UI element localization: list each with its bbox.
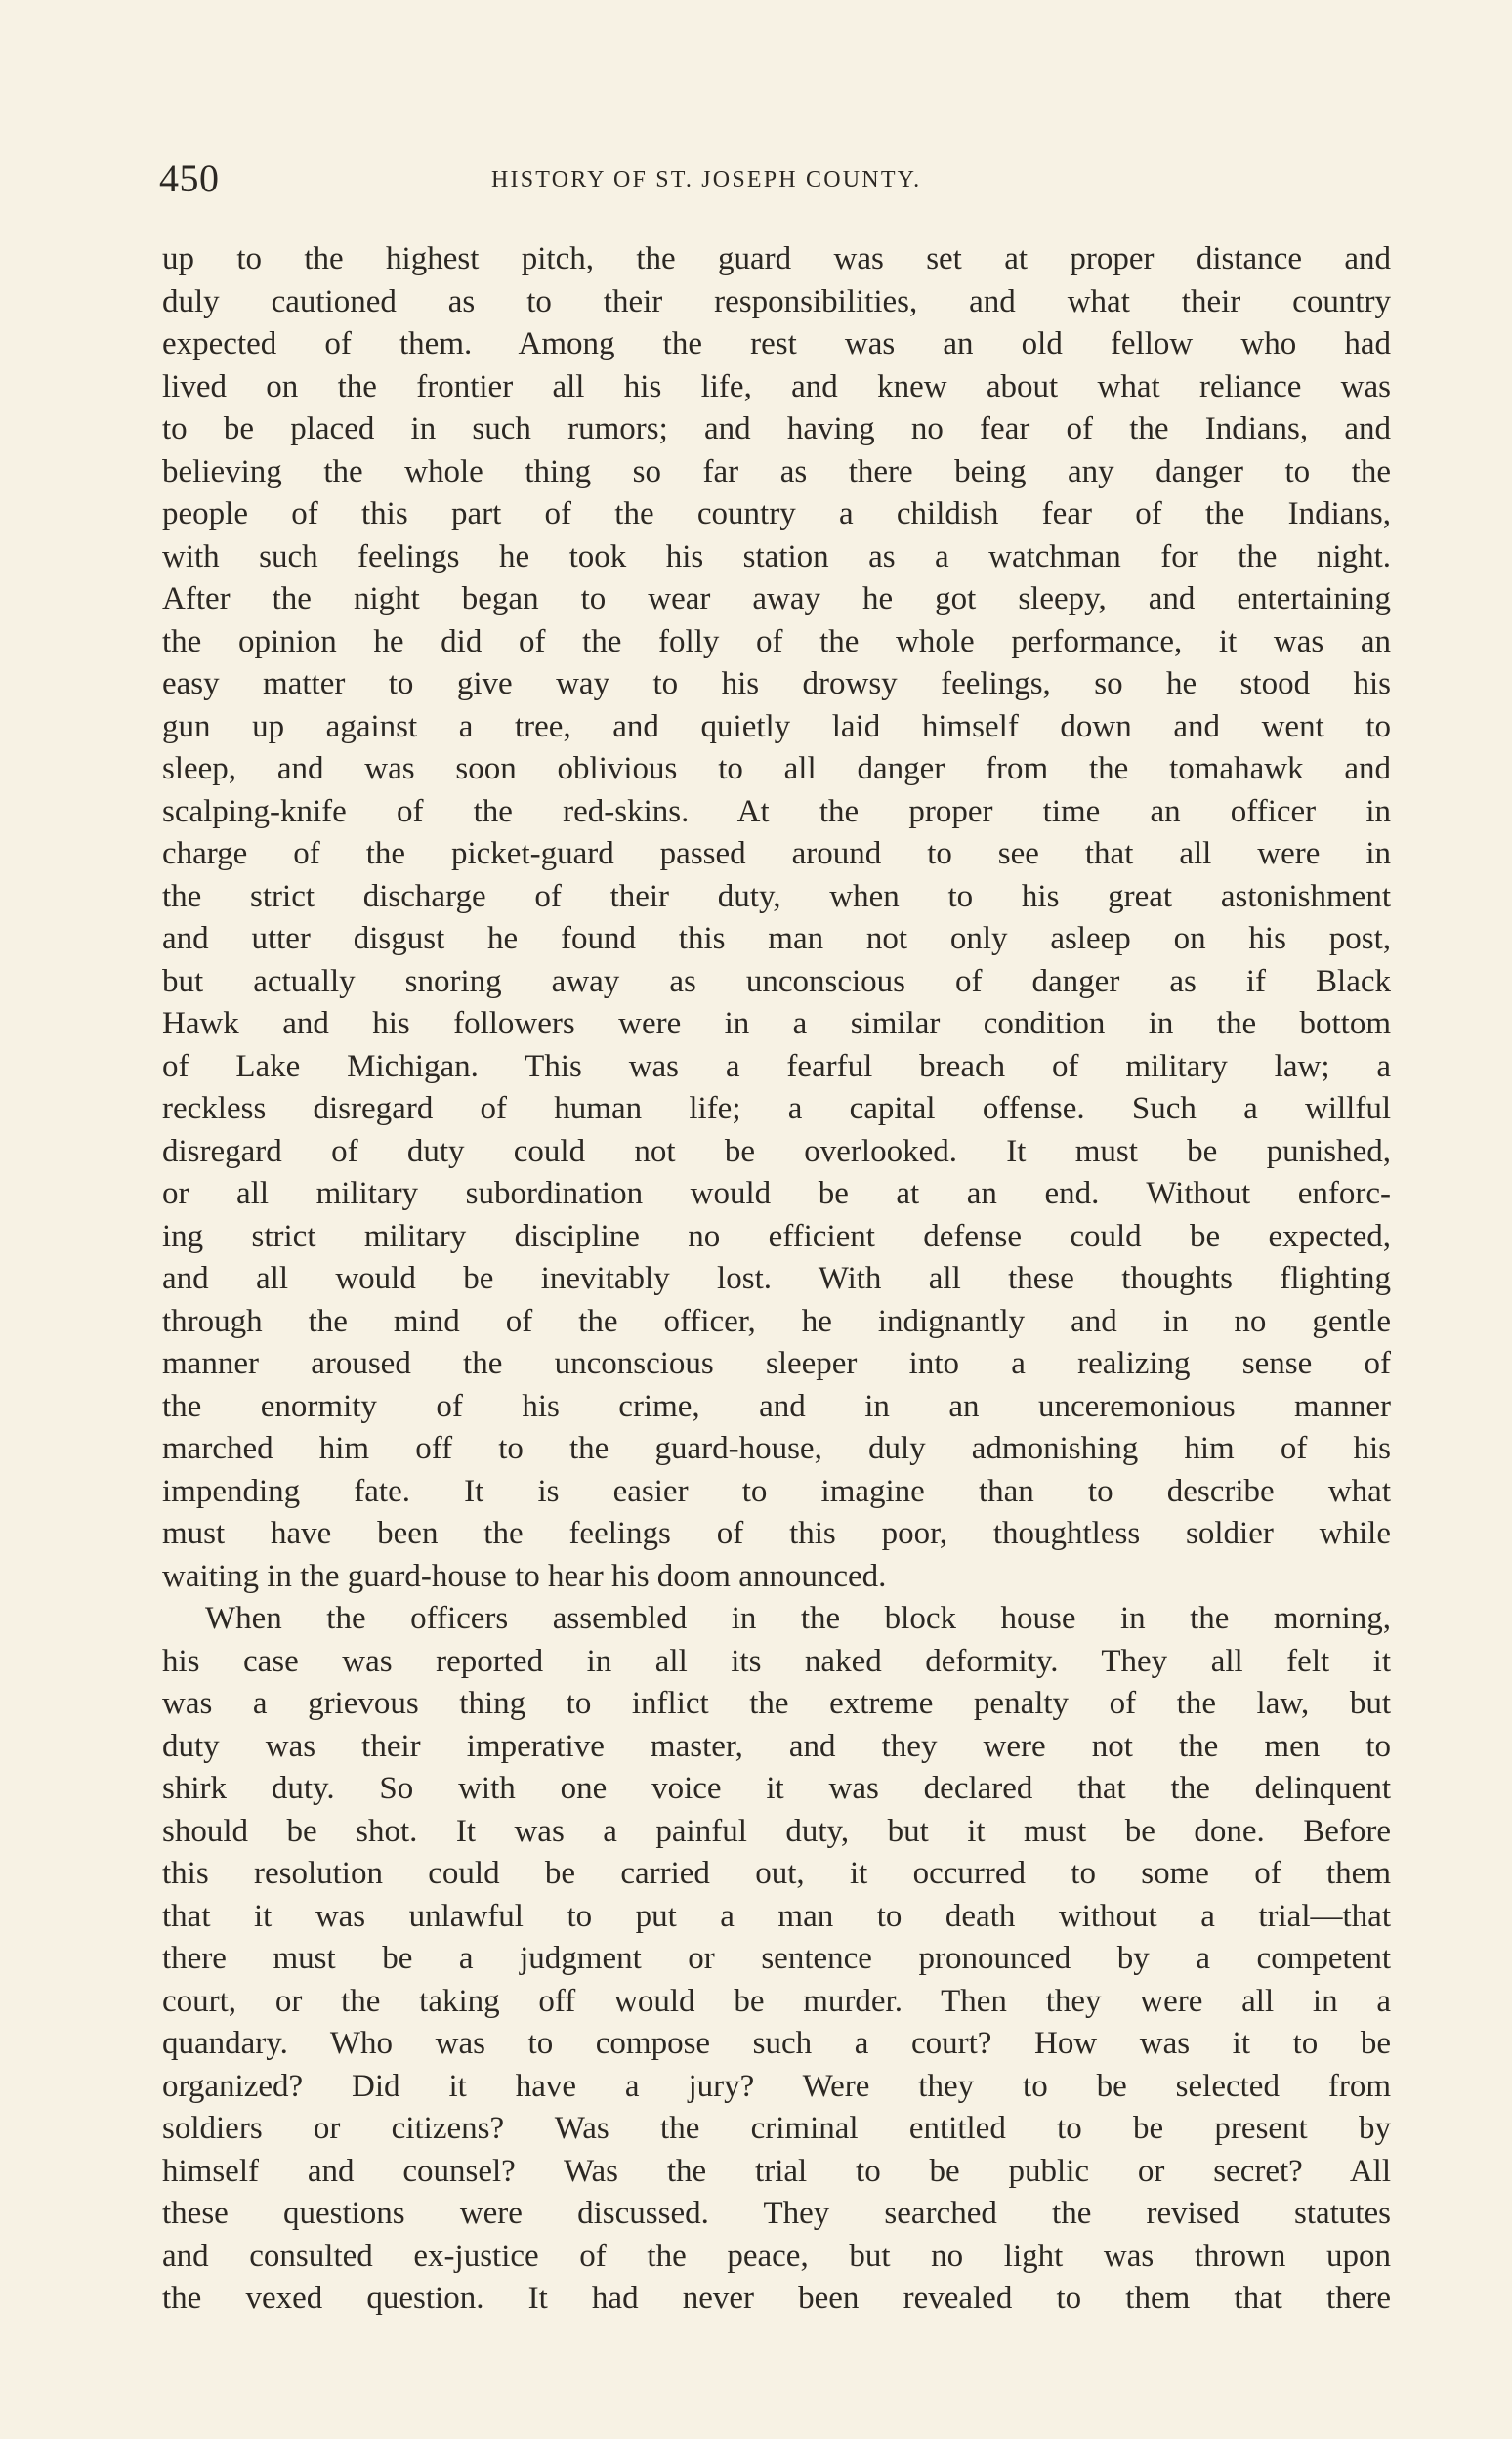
text-line: should be shot. It was a painful duty, but it must be done. Before	[162, 1813, 1391, 1849]
text-line: through the mind of the officer, he indignantly and in no gentle	[162, 1303, 1391, 1339]
page-header	[159, 154, 1390, 203]
text-line: sleep, and was soon oblivious to all danger from the tomahawk and	[162, 751, 1391, 786]
text-line: of Lake Michigan. This was a fearful breach of military law; a	[162, 1048, 1391, 1084]
text-line: and consulted ex-justice of the peace, but no light was thrown upon	[162, 2238, 1391, 2274]
text-line: reckless disregard of human life; a capital offense. Such a willful	[162, 1091, 1391, 1126]
text-line: organized? Did it have a jury? Were they to be selected from	[162, 2068, 1391, 2104]
text-line: the enormity of his crime, and in an unceremonious manner	[162, 1388, 1391, 1424]
text-line: was a grievous thing to inflict the extreme penalty of the law, but	[162, 1686, 1391, 1721]
text-line: manner aroused the unconscious sleeper into a realizing sense of	[162, 1346, 1391, 1381]
text-line: the strict discharge of their duty, when to his great astonishment	[162, 878, 1391, 914]
text-line: but actually snoring away as unconscious of danger as if Black	[162, 963, 1391, 999]
paragraph-start-line: When the officers assembled in the block house in the morning,	[205, 1601, 1391, 1636]
text-line: believing the whole thing so far as there being any danger to the	[162, 453, 1391, 489]
text-line: the vexed question. It had never been revealed to them that there	[162, 2281, 1391, 2316]
text-line: shirk duty. So with one voice it was declared that the delinquent	[162, 1771, 1391, 1806]
text-line: disregard of duty could not be overlooked. It must be punished,	[162, 1133, 1391, 1169]
text-line: quandary. Who was to compose such a court? How was it to be	[162, 2026, 1391, 2061]
text-line: gun up against a tree, and quietly laid himself down and went to	[162, 708, 1391, 744]
text-line: to be placed in such rumors; and having no fear of the Indians, and	[162, 411, 1391, 446]
page-number: 450	[159, 156, 220, 200]
text-line: scalping-knife of the red-skins. At the proper time an officer in	[162, 793, 1391, 829]
paragraph-end-line: waiting in the guard-house to hear his doom announced.	[162, 1558, 887, 1594]
text-line: people of this part of the country a childish fear of the Indians,	[162, 496, 1391, 531]
text-line: that it was unlawful to put a man to death without a trial—that	[162, 1898, 1391, 1934]
text-line: impending fate. It is easier to imagine than to describe what	[162, 1473, 1391, 1509]
text-line: or all military subordination would be at an end. Without enforc-	[162, 1176, 1391, 1211]
text-line: the opinion he did of the folly of the whole performance, it was an	[162, 623, 1391, 659]
running-head: HISTORY OF ST. JOSEPH COUNTY.	[491, 167, 922, 192]
text-line: expected of them. Among the rest was an old fellow who had	[162, 326, 1391, 361]
text-line: charge of the picket-guard passed around to see that all were in	[162, 836, 1391, 871]
text-line: himself and counsel? Was the trial to be public or secret? All	[162, 2153, 1391, 2189]
text-line: this resolution could be carried out, it occurred to some of them	[162, 1856, 1391, 1891]
text-line: must have been the feelings of this poor, thoughtless soldier while	[162, 1516, 1391, 1551]
text-line: lived on the frontier all his life, and knew about what reliance was	[162, 368, 1391, 404]
text-line: and all would be inevitably lost. With all these thoughts flighting	[162, 1261, 1391, 1296]
text-line: court, or the taking off would be murder. Then they were all in a	[162, 1983, 1391, 2019]
text-line: duty was their imperative master, and they were not the men to	[162, 1728, 1391, 1764]
text-line: ing strict military discipline no efficient defense could be expected,	[162, 1218, 1391, 1254]
text-line: marched him off to the guard-house, duly admonishing him of his	[162, 1431, 1391, 1466]
text-line: After the night began to wear away he got sleepy, and entertaining	[162, 581, 1391, 616]
text-line: soldiers or citizens? Was the criminal entitled to be present by	[162, 2111, 1391, 2146]
text-line: duly cautioned as to their responsibilities, and what their country	[162, 283, 1391, 319]
text-line: Hawk and his followers were in a similar condition in the bottom	[162, 1006, 1391, 1041]
text-line: easy matter to give way to his drowsy feelings, so he stood his	[162, 666, 1391, 701]
text-line: there must be a judgment or sentence pronounced by a competent	[162, 1941, 1391, 1976]
text-line: these questions were discussed. They searched the revised statutes	[162, 2196, 1391, 2231]
text-line: his case was reported in all its naked deformity. They all felt it	[162, 1643, 1391, 1679]
text-line: with such feelings he took his station as a watchman for the night.	[162, 538, 1391, 574]
text-line: up to the highest pitch, the guard was set at proper distance and	[162, 241, 1391, 276]
body-text	[162, 238, 1391, 2321]
text-line: and utter disgust he found this man not only asleep on his post,	[162, 921, 1391, 956]
